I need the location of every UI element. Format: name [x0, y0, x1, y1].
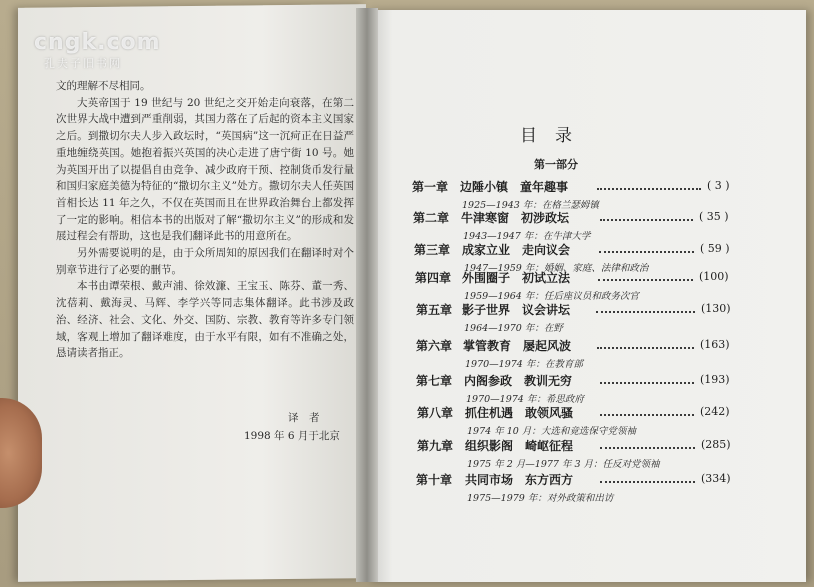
book-gutter — [356, 8, 378, 582]
chapter-page: ( 35 ) — [699, 210, 729, 223]
leader-dots — [600, 381, 694, 384]
chapter-number: 第二章 — [413, 211, 450, 225]
chapter-subtitle: 1943—1947 年：在牛津大学 — [463, 231, 591, 242]
chapter-page: ( 59 ) — [700, 242, 730, 255]
chapter-title: 影子世界 议会讲坛 — [462, 303, 571, 317]
preface-date: 1998 年 6 月于北京 — [244, 430, 340, 442]
chapter-page: ( 3 ) — [707, 179, 730, 192]
watermark-main: cngk.com — [34, 30, 161, 55]
chapter-title: 成家立业 走向议会 — [462, 243, 571, 257]
preface-paragraph: 大英帝国于 19 世纪与 20 世纪之交开始走向衰落，在第二次世界大战中遭到严重削弱，其国力落在了后起的资本主义国家之后。到撒切尔夫人步入政坛时，“英国病”这一沉疴正在日益严重地缠绕英国。她抱着振兴英国的决心走进了唐宁街 10 号。她为英国开出了以提倡自由竞争、减少政府干预、控制货币发行量和国归家庭美德为特征的“撒切尔主义”处方。撒切尔夫人任英国首相长达 11 年之久，不仅在英国而且在世界政治舞台上都发挥了一定的影响。相信本书的出版对了解“撒切尔主义”的形成和发展过程会有帮助，这也是我们翻译此书的用意所在。 — [56, 96, 354, 243]
chapter-title: 外围圈子 初试立法 — [462, 271, 571, 285]
chapter-page: (130) — [701, 302, 731, 315]
leader-dots — [600, 413, 694, 416]
chapter-number: 第六章 — [416, 339, 453, 353]
leader-dots — [600, 480, 695, 483]
part-heading: 第一部分 — [534, 158, 578, 171]
chapter-subtitle: 1964—1970 年：在野 — [464, 323, 563, 334]
chapter-page: (193) — [700, 373, 730, 386]
leader-dots — [597, 187, 701, 190]
chapter-page: (163) — [700, 338, 730, 351]
chapter-number: 第五章 — [416, 303, 453, 317]
chapter-number: 第十章 — [416, 473, 453, 487]
chapter-title: 掌管教育 屡起风波 — [463, 339, 572, 353]
preface-paragraph: 文的理解不尽相同。 — [56, 80, 151, 92]
chapter-subtitle: 1959—1964 年：任后座议员和政务次官 — [464, 291, 639, 302]
chapter-number: 第七章 — [416, 374, 453, 388]
leader-dots — [599, 250, 694, 253]
chapter-number: 第一章 — [412, 180, 449, 194]
leader-dots — [596, 310, 695, 313]
chapter-subtitle: 1974 年 10 月：大选和竞选保守党领袖 — [467, 426, 636, 437]
preface-text — [56, 78, 354, 442]
chapter-title: 抓住机遇 敢领风骚 — [465, 406, 574, 420]
preface-paragraph: 本书由谭荣根、戴声浦、徐效濂、王宝玉、陈芬、董一秀、沈蓓莉、戴海灵、马辉、李学兴等同志集体翻译。此书涉及政治、经济、社会、文化、外交、国防、宗教、教育等许多专门领域，客观上增加了翻译难度，由于水平有限，如有不准确之处，恳请读者指正。 — [56, 280, 354, 360]
chapter-number: 第四章 — [415, 271, 452, 285]
leader-dots — [597, 346, 694, 349]
leader-dots — [598, 278, 693, 281]
chapter-page: (285) — [701, 438, 731, 451]
leader-dots — [600, 446, 695, 449]
translator-signature: 译 者 — [288, 412, 320, 424]
chapter-number: 第九章 — [417, 439, 454, 453]
leader-dots — [600, 218, 693, 221]
chapter-title: 内阁参政 教训无穷 — [464, 374, 573, 388]
chapter-subtitle: 1975 年 2 月—1977 年 3 月：任反对党领袖 — [467, 459, 660, 470]
chapter-subtitle: 1975—1979 年：对外政策和出访 — [467, 493, 614, 504]
chapter-title: 牛津寒窗 初涉政坛 — [461, 211, 570, 225]
chapter-title: 边陲小镇 童年趣事 — [460, 180, 569, 194]
watermark-small: 孔夫子旧书网 — [44, 57, 122, 70]
chapter-title: 共同市场 东方西方 — [465, 473, 574, 487]
chapter-page: (100) — [699, 270, 729, 283]
chapter-number: 第三章 — [414, 243, 451, 257]
toc-title: 目录 — [520, 126, 590, 146]
chapter-subtitle: 1925—1943 年：在格兰瑟姆镇 — [462, 200, 599, 211]
chapter-page: (334) — [701, 472, 731, 485]
chapter-subtitle: 1970—1974 年：希思政府 — [466, 394, 584, 405]
chapter-subtitle: 1947—1959 年：婚姻、家庭、法律和政治 — [464, 263, 649, 274]
watermark — [34, 30, 161, 71]
chapter-number: 第八章 — [417, 406, 454, 420]
preface-paragraph: 另外需要说明的是，由于众所周知的原因我们在翻译时对个别章节进行了必要的删节。 — [56, 247, 354, 276]
chapter-title: 组织影阁 崎岖征程 — [465, 439, 574, 453]
chapter-page: (242) — [700, 405, 730, 418]
chapter-subtitle: 1970—1974 年：在教育部 — [465, 359, 583, 370]
